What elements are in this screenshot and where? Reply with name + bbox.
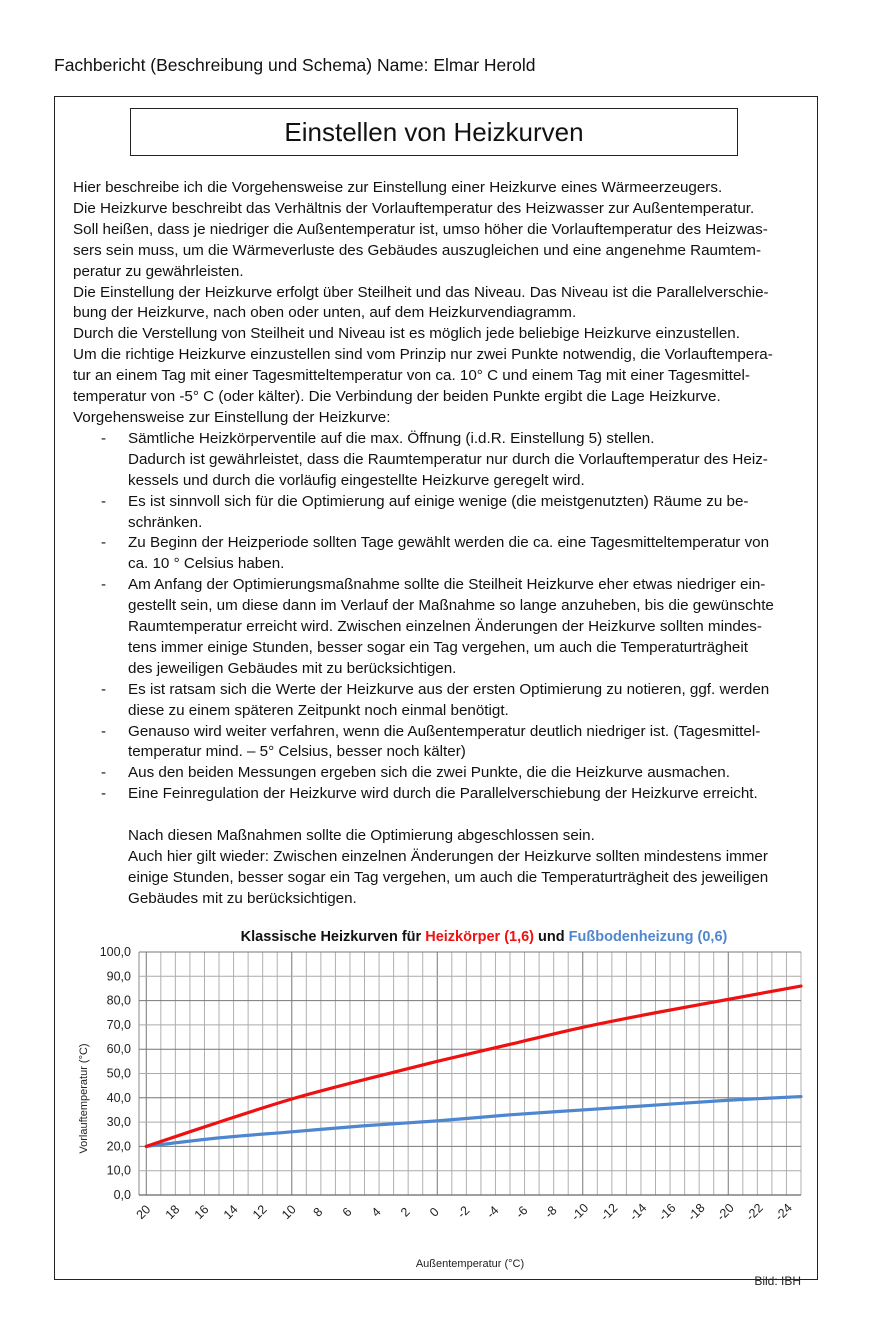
text-line: bung der Heizkurve, nach oben oder unten, auf dem Heizkurvendiagramm. <box>73 304 577 322</box>
bullet-dash: - <box>101 680 107 698</box>
bullet-dash: - <box>101 785 107 803</box>
x-tick-label: -18 <box>684 1200 708 1224</box>
list-item-line: Genauso wird weiter verfahren, wenn die Außentemperatur deutlich niedriger ist. (Tagesmittel- - <box>73 722 813 743</box>
chart-title: Klassische Heizkurven für Heizkörper (1,6) und Fußbodenheizung (0,6) <box>240 929 728 945</box>
y-tick-label: 60,0 <box>106 1042 131 1057</box>
y-tick-label: 50,0 <box>106 1066 131 1081</box>
x-tick-label: 0 <box>427 1204 442 1220</box>
list-item-line: Aus den beiden Messungen ergeben sich die zwei Punkte, die die Heizkurve ausmachen. - <box>73 763 813 784</box>
list-item-line: Es ist ratsam sich die Werte der Heizkurve aus der ersten Optimierung zu notieren, ggf. werden - <box>73 680 813 701</box>
x-tick-label: -12 <box>597 1200 621 1224</box>
x-axis-label: Außentemperatur (°C) <box>415 1258 525 1270</box>
x-tick-label: 16 <box>191 1202 212 1223</box>
list-item-line: gestellt sein, um diese dann im Verlauf der Maßnahme so lange anzuheben, bis die gewünschte <box>128 597 774 615</box>
x-tick-label: 10 <box>279 1202 299 1223</box>
bullet-dash: - <box>101 429 107 447</box>
x-tick-label: 14 <box>220 1202 241 1223</box>
y-tick-label: 90,0 <box>106 969 131 984</box>
x-tick-label: -20 <box>714 1200 737 1224</box>
text-line: Gebäudes mit zu berücksichtigen. <box>128 889 357 907</box>
text-line: temperatur von -5° C (oder kälter). Die Verbindung der beiden Punkte ergibt die Lage Heizkurve. <box>73 388 721 406</box>
closing-paragraph <box>73 826 813 910</box>
list-item-line: diese zu einem späteren Zeitpunkt noch einmal benötigt. <box>128 701 509 719</box>
text-line: Die Einstellung der Heizkurve erfolgt über Steilheit und das Niveau. Das Niveau ist die Parallelverschie- <box>73 283 769 301</box>
text-line: tur an einem Tag mit einer Tagesmitteltemperatur von ca. 10° C und einem Tag mit einer Tagesmittel- <box>73 367 750 385</box>
bullet-dash: - <box>101 764 107 782</box>
text-line: einige Stunden, besser sogar ein Tag vergehen, um auch die Temperaturträgheit des jeweiligen <box>128 869 769 886</box>
x-tick-label: -4 <box>483 1203 502 1222</box>
text-line: sers sein muss, um die Wärmeverluste des Gebäudes auszugleichen und eine angenehme Raumtem- <box>73 241 762 259</box>
list-item-line: ca. 10 ° Celsius haben. <box>128 555 285 573</box>
y-tick-label: 0,0 <box>113 1188 131 1202</box>
heating-curve-chart <box>55 923 819 1288</box>
text-line: Hier beschreibe ich die Vorgehensweise zur Einstellung einer Heizkurve eines Wärmeerzeugers. <box>73 179 723 196</box>
procedure-list <box>73 429 813 805</box>
list-item-line: temperatur mind. – 5° Celsius, besser noch kälter) <box>128 743 466 761</box>
x-tick-label: -22 <box>743 1200 766 1224</box>
bullet-dash: - <box>101 534 107 552</box>
list-item-line: Sämtliche Heizkörperventile auf die max. Öffnung (i.d.R. Einstellung 5) stellen. - <box>73 429 813 450</box>
x-tick-label: -24 <box>772 1200 795 1224</box>
text-line: Die Heizkurve beschreibt das Verhältnis der Vorlauftemperatur des Heizwasser zur Außentemperatur. <box>73 199 755 217</box>
text-line: Auch hier gilt wieder: Zwischen einzelnen Änderungen der Heizkurve sollten mindestens immer <box>128 848 768 866</box>
x-tick-label: -6 <box>512 1203 531 1222</box>
text-line: Vorgehensweise zur Einstellung der Heizkurve: <box>73 408 391 426</box>
x-tick-label: 20 <box>133 1202 154 1223</box>
list-item-line: Raumtemperatur erreicht wird. Zwischen einzelnen Änderungen der Heizkurve sollten mindes- <box>128 618 762 636</box>
list-item-line: Dadurch ist gewährleistet, dass die Raumtemperatur nur durch die Vorlauftemperatur des Heiz- <box>128 450 768 468</box>
list-item-line: des jeweiligen Gebäudes mit zu berücksichtigen. <box>128 659 457 677</box>
x-tick-label: -8 <box>541 1203 560 1222</box>
list-item-line: Es ist sinnvoll sich für die Optimierung auf einige wenige (die meistgenutzten) Räume zu be- - <box>73 492 813 513</box>
page-title: Einstellen von Heizkurven <box>130 108 738 156</box>
document-header: Fachbericht (Beschreibung und Schema) Name: Elmar Herold <box>54 55 536 75</box>
report-frame <box>54 96 818 1288</box>
list-item-line: Eine Feinregulation der Heizkurve wird durch die Parallelverschiebung der Heizkurve erreicht. - <box>73 784 813 805</box>
bullet-dash: - <box>101 576 107 594</box>
y-tick-label: 10,0 <box>106 1163 131 1178</box>
x-tick-label: 2 <box>397 1204 413 1220</box>
x-tick-label: 18 <box>162 1202 183 1223</box>
text-line: Um die richtige Heizkurve einzustellen sind vom Prinzip nur zwei Punkte notwendig, die Vorlauftempera- <box>73 346 773 364</box>
list-item-line: Am Anfang der Optimierungsmaßnahme sollte die Steilheit Heizkurve eher etwas niedriger ein- - <box>73 575 813 596</box>
text-line: peratur zu gewährleisten. <box>73 262 244 280</box>
list-item-line: kessels und durch die vorläufig eingestellte Heizkurve geregelt wird. <box>128 471 585 489</box>
x-tick-label: -2 <box>454 1203 473 1222</box>
x-tick-label: -16 <box>655 1200 679 1224</box>
y-tick-label: 80,0 <box>106 993 131 1008</box>
image-credit: Bild: IBH <box>754 1274 801 1288</box>
bullet-dash: - <box>101 492 107 510</box>
bullet-dash: - <box>101 722 107 740</box>
y-tick-label: 20,0 <box>106 1139 131 1154</box>
y-tick-label: 100,0 <box>99 945 131 959</box>
x-tick-label: -14 <box>626 1200 650 1224</box>
curve-fussbodenheizung <box>146 1097 801 1147</box>
y-tick-label: 30,0 <box>106 1115 131 1130</box>
list-item-line: tens immer einige Stunden, besser sogar ein Tag vergehen, um auch die Temperaturträgheit <box>128 638 748 656</box>
list-item-line: schränken. <box>128 513 203 531</box>
y-tick-label: 40,0 <box>106 1090 131 1105</box>
x-tick-label: -10 <box>568 1200 592 1224</box>
x-tick-label: 4 <box>368 1204 384 1220</box>
y-axis-label: Vorlauftemperatur (°C) <box>78 1043 90 1154</box>
report-body <box>73 178 813 910</box>
text-line: Nach diesen Maßnahmen sollte die Optimierung abgeschlossen sein. <box>128 827 595 845</box>
intro-paragraph <box>73 178 813 429</box>
x-tick-label: 8 <box>310 1204 326 1220</box>
text-line: Soll heißen, dass je niedriger die Außentemperatur ist, umso höher die Vorlauftemperatur des Heizwas- <box>73 220 768 238</box>
text-line: Durch die Verstellung von Steilheit und Niveau ist es möglich jede beliebige Heizkurve einzustellen. <box>73 325 740 343</box>
list-item-line: Zu Beginn der Heizperiode sollten Tage gewählt werden die ca. eine Tagesmitteltemperatur von - <box>73 533 813 554</box>
y-tick-label: 70,0 <box>106 1017 131 1032</box>
x-tick-label: 6 <box>339 1204 355 1220</box>
x-tick-label: 12 <box>249 1202 270 1223</box>
